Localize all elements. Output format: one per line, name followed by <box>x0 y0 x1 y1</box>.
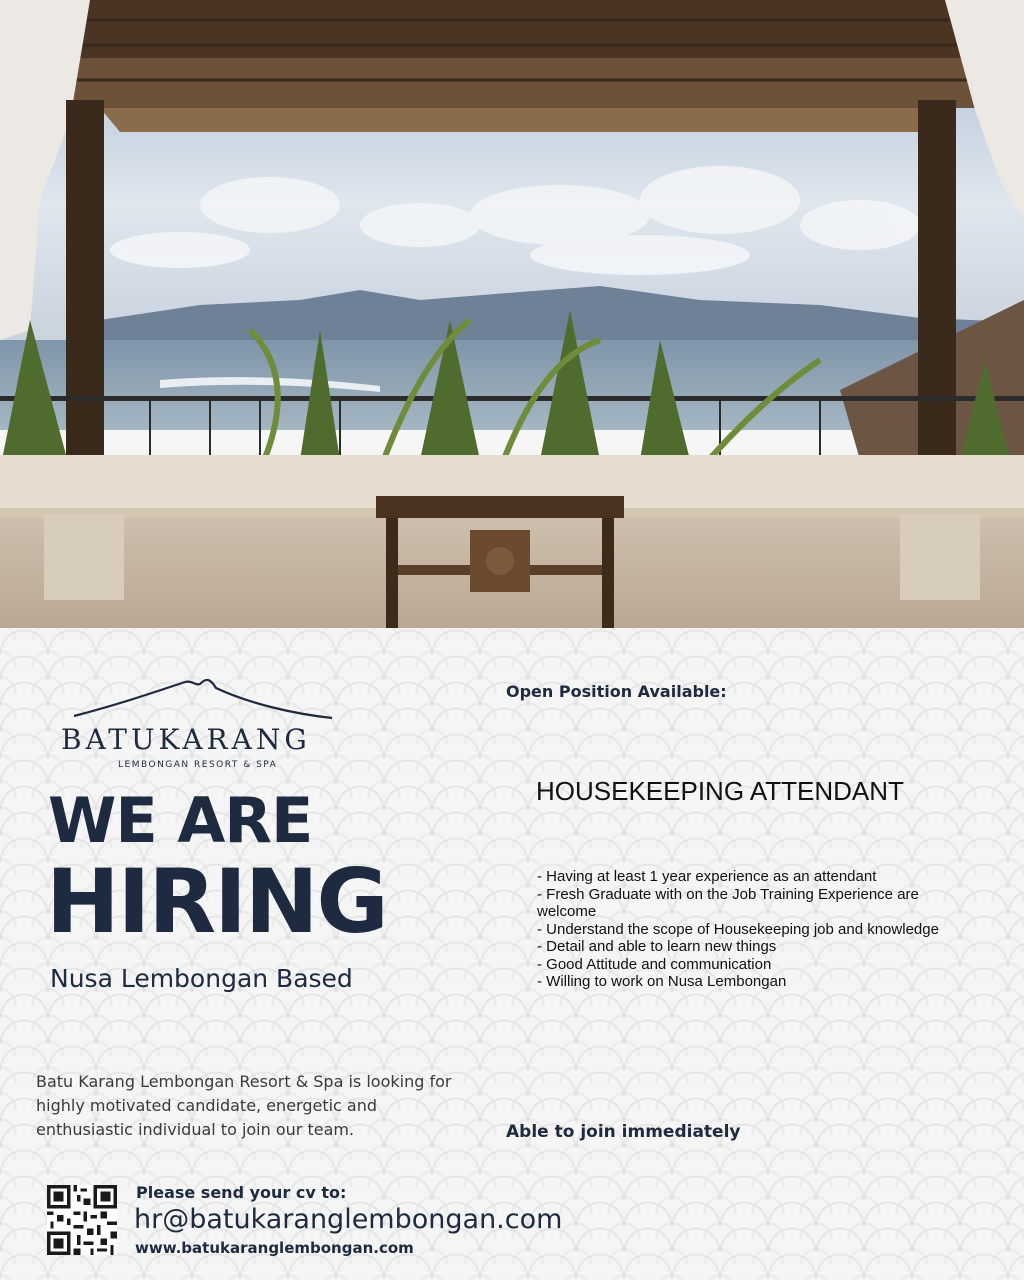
availability-note: Able to join immediately <box>506 1122 741 1142</box>
send-cv-prompt: Please send your cv to: <box>136 1183 347 1202</box>
requirement-item: - Understand the scope of Housekeeping job and knowledge <box>537 920 939 938</box>
logo <box>60 674 340 724</box>
website-link[interactable]: www.batukaranglembongan.com <box>135 1239 414 1257</box>
brand-tagline: LEMBONGAN RESORT & SPA <box>118 760 278 770</box>
requirement-item: - Fresh Graduate with on the Job Training Experience are welcome <box>537 885 919 920</box>
qr-code-icon[interactable] <box>47 1185 117 1255</box>
brand-name: BATUKARANG <box>61 723 311 756</box>
hiring-poster <box>0 628 1024 1280</box>
location-subtitle: Nusa Lembongan Based <box>50 964 353 993</box>
intro-paragraph: Batu Karang Lembongan Resort & Spa is looking for highly motivated candidate, energetic and enthusiastic individual to join our team. <box>36 1072 452 1139</box>
requirement-item: - Having at least 1 year experience as an attendant <box>537 868 877 885</box>
requirement-item: - Willing to work on Nusa Lembongan <box>537 973 787 990</box>
resort-gazebo-sea-view-photo <box>0 0 1024 628</box>
mountain-logo-icon <box>60 674 340 724</box>
headline-hiring: HIRING <box>46 850 387 953</box>
requirements-list <box>537 868 977 991</box>
open-position-heading: Open Position Available: <box>506 682 727 701</box>
requirement-item: - Good Attitude and communication <box>537 955 772 973</box>
hero-photo <box>0 0 1024 628</box>
job-title: HOUSEKEEPING ATTENDANT <box>536 776 904 806</box>
headline-we-are: WE ARE <box>48 784 313 857</box>
contact-email-link[interactable]: hr@batukaranglembongan.com <box>134 1204 563 1235</box>
requirement-item: - Detail and able to learn new things <box>537 938 777 955</box>
